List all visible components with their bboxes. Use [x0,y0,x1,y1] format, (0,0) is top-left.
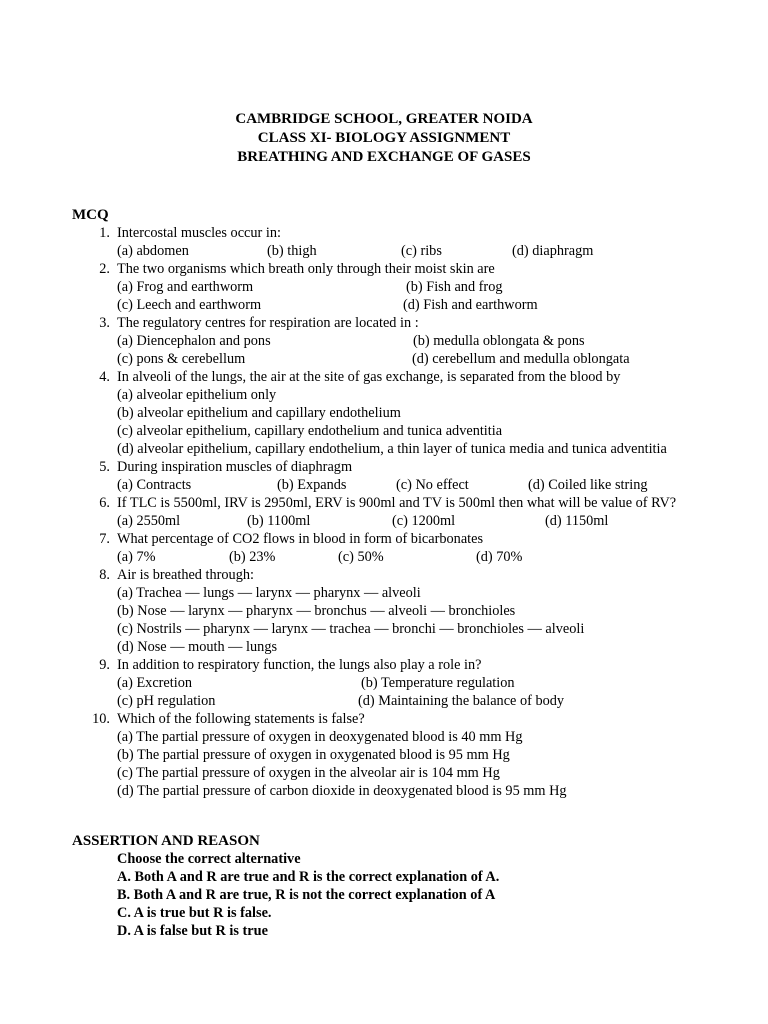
question-2 [90,260,730,314]
question-number: 9. [99,657,110,673]
question-text: The regulatory centres for respiration are located in : [117,315,419,331]
option-a: (a) The partial pressure of oxygen in deoxygenated blood is 40 mm Hg [117,729,523,745]
option-a: (a) Frog and earthworm [117,279,254,295]
assertion-heading: ASSERTION AND REASON [72,833,260,849]
option-d: (d) 70% [476,549,523,565]
question-9 [90,656,730,710]
option-c: (c) pH regulation [117,693,216,709]
option-b: (b) Temperature regulation [361,675,515,691]
option-d: (d) alveolar epithelium, capillary endothelium, a thin layer of tunica media and tunica adventitia [117,441,667,457]
question-number: 1. [99,225,110,241]
question-number: 4. [99,369,110,385]
question-number: 3. [99,315,110,331]
mcq-list [90,224,730,800]
question-number: 5. [99,459,110,475]
option-d: (d) 1150ml [545,513,609,529]
question-text: In alveoli of the lungs, the air at the site of gas exchange, is separated from the blood by [117,369,621,385]
option-a: (a) abdomen [117,243,189,259]
question-text: Air is breathed through: [117,567,254,583]
option-d: (d) Fish and earthworm [403,297,538,313]
option-b: (b) 23% [229,549,276,565]
assignment-topic: BREATHING AND EXCHANGE OF GASES [237,149,531,165]
option-a: (a) 2550ml [117,513,181,529]
assertion-choices [117,850,499,940]
question-text: The two organisms which breath only through their moist skin are [117,261,495,277]
question-7 [90,530,730,566]
option-d: (d) cerebellum and medulla oblongata [412,351,630,367]
question-text: What percentage of CO2 flows in blood in form of bicarbonates [117,531,484,547]
question-8 [90,566,730,656]
option-d: (d) Maintaining the balance of body [358,693,565,709]
question-number: 6. [99,495,110,511]
choice-d: D. A is false but R is true [117,923,268,939]
option-c: (c) alveolar epithelium, capillary endothelium and tunica adventitia [117,423,503,439]
assertion-instruction: Choose the correct alternative [117,851,301,867]
option-a: (a) 7% [117,549,156,565]
question-text: During inspiration muscles of diaphragm [117,459,353,475]
school-name: CAMBRIDGE SCHOOL, GREATER NOIDA [235,111,533,127]
option-c: (c) 1200ml [392,513,456,529]
choice-c: C. A is true but R is false. [117,905,272,921]
question-5 [90,458,730,494]
question-3 [90,314,730,368]
option-b: (b) medulla oblongata & pons [413,333,585,349]
option-b: (b) Fish and frog [406,279,503,295]
option-a: (a) Contracts [117,477,192,493]
question-text: In addition to respiratory function, the lungs also play a role in? [117,657,482,673]
assignment-class: CLASS XI- BIOLOGY ASSIGNMENT [257,130,511,146]
option-a: (a) Excretion [117,675,193,691]
mcq-heading: MCQ [72,207,109,223]
option-a: (a) Trachea — lungs — larynx — pharynx — alveoli [117,585,421,601]
option-b: (b) 1100ml [247,513,311,529]
option-b: (b) The partial pressure of oxygen in oxygenated blood is 95 mm Hg [117,747,510,763]
option-d: (d) The partial pressure of carbon dioxide in deoxygenated blood is 95 mm Hg [117,783,567,799]
option-c: (c) Leech and earthworm [117,297,262,313]
option-b: (b) Expands [277,477,347,493]
option-d: (d) diaphragm [512,243,594,259]
option-b: (b) Nose — larynx — pharynx — bronchus — alveoli — bronchioles [117,603,516,619]
option-a: (a) Diencephalon and pons [117,333,271,349]
document-header [0,110,768,167]
question-number: 2. [99,261,110,277]
choice-a: A. Both A and R are true and R is the correct explanation of A. [117,869,500,885]
option-c: (c) No effect [396,477,469,493]
option-c: (c) ribs [401,243,442,259]
question-10 [90,710,730,800]
question-number: 7. [99,531,110,547]
choice-b: B. Both A and R are true, R is not the correct explanation of A [117,887,496,903]
option-d: (d) Nose — mouth — lungs [117,639,278,655]
question-number: 8. [99,567,110,583]
question-text: Which of the following statements is false? [117,711,365,727]
option-d: (d) Coiled like string [528,477,648,493]
option-c: (c) pons & cerebellum [117,351,246,367]
option-a: (a) alveolar epithelium only [117,387,277,403]
option-c: (c) Nostrils — pharynx — larynx — trachea — bronchi — bronchioles — alveoli [117,621,585,637]
question-4 [90,368,730,458]
option-b: (b) thigh [267,243,317,259]
question-1 [90,224,730,260]
option-c: (c) The partial pressure of oxygen in the alveolar air is 104 mm Hg [117,765,500,781]
question-text: If TLC is 5500ml, IRV is 2950ml, ERV is 900ml and TV is 500ml then what will be value of RV? [117,495,677,511]
option-b: (b) alveolar epithelium and capillary endothelium [117,405,401,421]
question-number: 10. [92,711,110,727]
question-6 [90,494,730,530]
question-text: Intercostal muscles occur in: [117,225,281,241]
option-c: (c) 50% [338,549,384,565]
